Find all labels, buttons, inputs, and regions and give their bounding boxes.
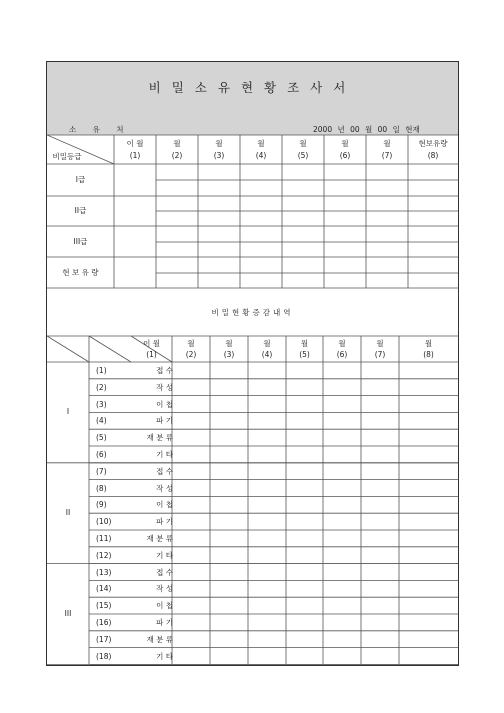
col-header-month: 월 <box>424 339 433 348</box>
row-label-grade: I급 <box>75 175 86 184</box>
col-header-month: 월 <box>225 339 233 348</box>
col-header-number: (3) <box>213 151 225 160</box>
col-header-month: 월 <box>187 339 195 348</box>
group-label-grade: II <box>65 508 71 517</box>
col-header-month: 월 <box>300 339 309 348</box>
item-name: 재 분 류 <box>146 634 173 644</box>
row-label-grade: II급 <box>74 206 87 215</box>
item-name: 작 성 <box>156 483 173 493</box>
item-name: 기 타 <box>156 450 173 459</box>
item-name: 이 첩 <box>156 500 173 510</box>
item-name: 재 분 류 <box>146 534 173 543</box>
item-name: 접 수 <box>156 466 173 476</box>
item-number: (16) <box>96 618 112 627</box>
col-header-month: 월 <box>173 139 181 148</box>
item-number: (1) <box>96 366 107 375</box>
item-name: 기 타 <box>156 550 173 560</box>
col-header-number: (8) <box>423 350 434 359</box>
group-label-grade: I <box>66 407 70 416</box>
col-header-number: (7) <box>381 151 393 160</box>
col-header-month: 현보유량 <box>418 139 448 148</box>
row-label-grade: 현 보 유 량 <box>62 268 99 277</box>
col-header-number: (6) <box>339 151 351 160</box>
item-number: (5) <box>96 433 107 443</box>
col-header-month: 이 월 <box>126 139 144 148</box>
col-header-month: 월 <box>215 139 223 148</box>
item-number: (8) <box>96 483 107 493</box>
survey-form <box>46 61 459 666</box>
item-name: 파 기 <box>156 517 173 527</box>
item-name: 작 성 <box>156 584 173 594</box>
col-header-month: 월 <box>383 139 391 148</box>
item-name: 파 기 <box>156 618 173 627</box>
item-name: 이 첩 <box>156 399 173 409</box>
col-header-number: (4) <box>261 350 273 359</box>
col-header-number: (2) <box>185 350 197 359</box>
section-title: 비밀현황증감내역 <box>211 308 294 317</box>
item-name: 접 수 <box>156 567 173 577</box>
item-number: (12) <box>96 550 112 560</box>
item-name: 이 첩 <box>156 601 173 611</box>
item-number: (11) <box>96 534 112 543</box>
col-header-number: (7) <box>374 350 386 359</box>
col-header-number: (4) <box>255 151 267 160</box>
item-number: (9) <box>96 500 107 510</box>
item-number: (17) <box>96 634 112 644</box>
col-header-month: 월 <box>338 339 346 348</box>
table2-corner-diagonal <box>89 336 131 362</box>
col-header-month: 월 <box>341 139 349 148</box>
item-name: 작 성 <box>156 382 173 392</box>
item-number: (14) <box>96 584 112 594</box>
item-number: (13) <box>96 567 112 577</box>
col-header-month: 월 <box>376 339 384 348</box>
item-name: 기 타 <box>156 651 173 661</box>
date-line: 2000 년 00 월 00 일 현재 <box>313 125 420 134</box>
item-number: (18) <box>96 651 112 661</box>
col-header-month: 이 월 <box>143 339 160 348</box>
group-label-grade: III <box>64 609 72 618</box>
col-header-month: 월 <box>263 339 271 348</box>
item-name: 파 기 <box>156 416 173 426</box>
item-number: (2) <box>96 382 107 392</box>
col-header-number: (1) <box>129 151 141 160</box>
table2-corner-diagonal <box>47 336 89 362</box>
col-header-number: (5) <box>297 151 309 160</box>
item-number: (4) <box>96 416 107 426</box>
item-number: (7) <box>96 466 107 476</box>
col-header-number: (6) <box>336 350 348 359</box>
col-header-number: (8) <box>427 151 439 160</box>
item-name: 재 분 류 <box>146 433 173 443</box>
corner-label-grade: 비밀등급 <box>52 152 82 161</box>
col-header-number: (2) <box>171 151 183 160</box>
row-label-grade: III급 <box>73 237 88 246</box>
col-header-month: 월 <box>299 139 307 148</box>
item-number: (15) <box>96 601 112 611</box>
form-title: 비밀소유현황조사서 <box>148 80 357 95</box>
col-header-number: (1) <box>146 350 157 359</box>
item-name: 접 수 <box>156 366 173 375</box>
item-number: (10) <box>96 517 112 527</box>
col-header-month: 월 <box>257 139 265 148</box>
item-number: (3) <box>96 399 107 409</box>
col-header-number: (3) <box>223 350 235 359</box>
owner-label: 소 유 처 <box>69 125 131 134</box>
col-header-number: (5) <box>299 350 310 359</box>
item-number: (6) <box>96 450 107 459</box>
